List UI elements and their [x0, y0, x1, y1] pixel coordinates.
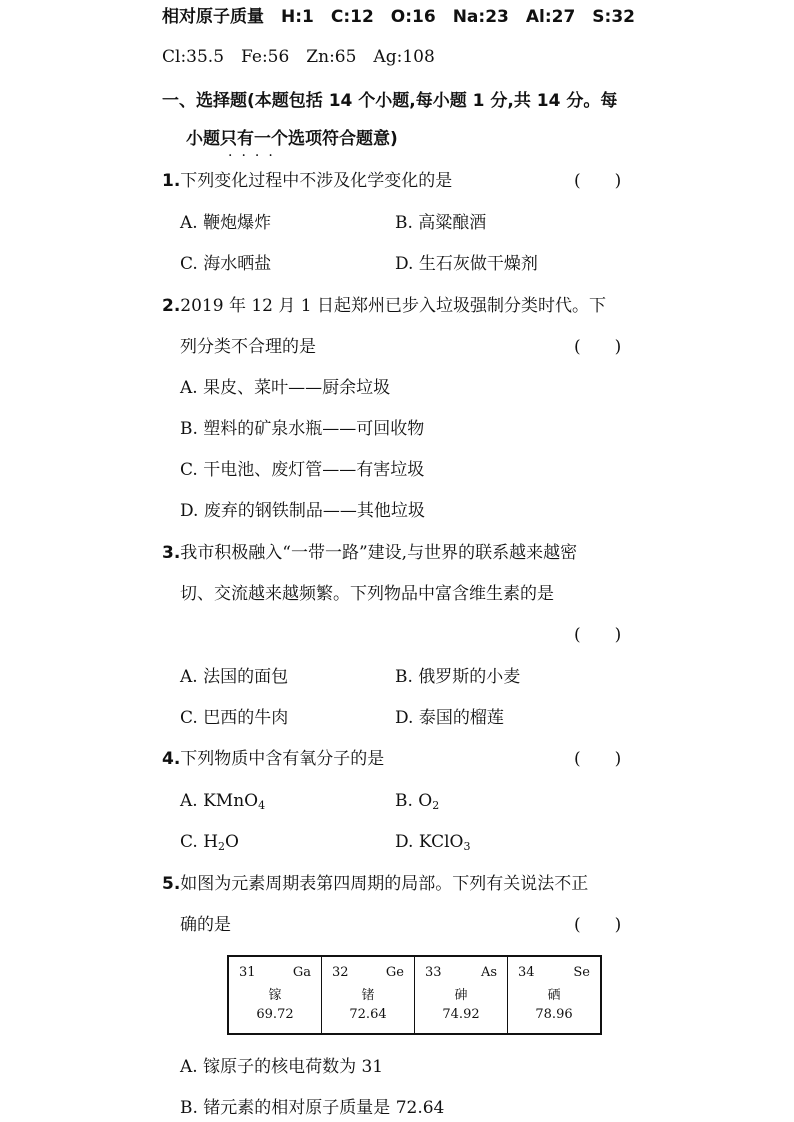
question-5-stem — [162, 873, 588, 895]
option-text: A. KMnO — [180, 791, 259, 811]
question-4-stem — [162, 748, 384, 770]
option-c[interactable]: C. 海水晒盐 — [180, 254, 272, 274]
option-c[interactable] — [180, 831, 239, 858]
question-2-stem-cont: 列分类不合理的是 — [180, 337, 316, 357]
subscript: 3 — [463, 840, 471, 853]
option-d[interactable]: D. 泰国的榴莲 — [395, 708, 504, 728]
option-c[interactable]: C. 干电池、废灯管——有害垃圾 — [180, 460, 425, 480]
option-a[interactable]: A. 鞭炮爆炸 — [180, 213, 272, 233]
question-text: 如图为元素周期表第四周期的局部。下列有关说法不正 — [180, 874, 589, 894]
option-c[interactable]: C. 巴西的牛肉 — [180, 708, 289, 728]
answer-blank[interactable]: ( ) — [574, 625, 622, 645]
element-name: 砷 — [454, 988, 468, 1003]
answer-blank[interactable]: ( ) — [574, 337, 622, 357]
atomic-number: 32 — [332, 965, 349, 980]
option-text: B. O — [395, 791, 433, 811]
atomic-mass: 74.92 — [442, 1007, 480, 1022]
option-text: D. KClO — [395, 832, 464, 852]
subscript: 2 — [218, 840, 226, 853]
option-b[interactable]: B. 塑料的矿泉水瓶——可回收物 — [180, 419, 425, 439]
question-5-stem-cont: 确的是 — [180, 915, 231, 935]
question-text: 下列物质中含有氧分子的是 — [180, 749, 385, 769]
option-d[interactable]: D. 废弃的钢铁制品——其他垃圾 — [180, 501, 425, 521]
option-b[interactable] — [395, 790, 439, 817]
question-3-stem — [162, 542, 577, 564]
section-title: 一、选择题(本题包括 14 个小题,每小题 1 分,共 14 分。每 — [162, 91, 618, 111]
atomic-number: 34 — [518, 965, 535, 980]
atomic-mass: 78.96 — [535, 1007, 573, 1022]
atomic-mass-line-2: Cl:35.5 Fe:56 Zn:65 Ag:108 — [162, 47, 435, 67]
option-a[interactable]: A. 镓原子的核电荷数为 31 — [180, 1057, 384, 1077]
element-cell-se — [508, 956, 602, 1034]
element-cell-as — [415, 956, 508, 1034]
atomic-number: 31 — [239, 965, 256, 980]
question-number: 2. — [162, 296, 181, 316]
atomic-mass: 72.64 — [349, 1007, 387, 1022]
answer-blank[interactable]: ( ) — [574, 915, 622, 935]
option-text: C. H — [180, 832, 219, 852]
atomic-mass-line-1: 相对原子质量 H:1 C:12 O:16 Na:23 Al:27 S:32 — [162, 7, 635, 27]
question-text: 2019 年 12 月 1 日起郑州已步入垃圾强制分类时代。下 — [180, 296, 607, 316]
option-text-tail: O — [225, 832, 239, 852]
question-text: 下列变化过程中不涉及化学变化的是 — [180, 171, 453, 191]
atomic-number: 33 — [425, 965, 442, 980]
answer-blank[interactable]: ( ) — [574, 749, 622, 769]
element-name: 锗 — [361, 988, 375, 1003]
option-a[interactable]: A. 果皮、菜叶——厨余垃圾 — [180, 378, 391, 398]
atomic-mass: 69.72 — [256, 1007, 294, 1022]
element-name: 镓 — [268, 988, 282, 1003]
option-d[interactable]: D. 生石灰做干燥剂 — [395, 254, 538, 274]
question-2-stem — [162, 295, 606, 317]
question-3-stem-cont: 切、交流越来越频繁。下列物品中富含维生素的是 — [180, 584, 554, 604]
option-a[interactable]: A. 法国的面包 — [180, 667, 289, 687]
element-name: 硒 — [547, 988, 561, 1003]
periodic-table-fragment — [227, 955, 602, 1035]
question-number: 1. — [162, 171, 181, 191]
option-b[interactable]: B. 锗元素的相对原子质量是 72.64 — [180, 1098, 445, 1118]
question-number: 5. — [162, 874, 181, 894]
section-title-cont: 小题只有一个选项符合题意) — [186, 129, 398, 149]
option-b[interactable]: B. 高粱酿酒 — [395, 213, 487, 233]
emphasis-dots: ···· — [228, 148, 282, 164]
element-cell-ge — [322, 956, 415, 1034]
element-symbol: Se — [573, 965, 590, 980]
question-number: 4. — [162, 749, 181, 769]
element-cell-ga — [228, 956, 322, 1034]
option-d[interactable] — [395, 831, 470, 858]
question-1-stem — [162, 170, 452, 192]
subscript: 4 — [258, 799, 266, 812]
option-b[interactable]: B. 俄罗斯的小麦 — [395, 667, 521, 687]
question-number: 3. — [162, 543, 181, 563]
answer-blank[interactable]: ( ) — [574, 171, 622, 191]
option-a[interactable] — [180, 790, 265, 817]
element-symbol: Ga — [292, 965, 311, 980]
element-symbol: Ge — [385, 965, 404, 980]
question-text: 我市积极融入“一带一路”建设,与世界的联系越来越密 — [180, 543, 578, 563]
subscript: 2 — [432, 799, 440, 812]
element-symbol: As — [480, 965, 497, 980]
